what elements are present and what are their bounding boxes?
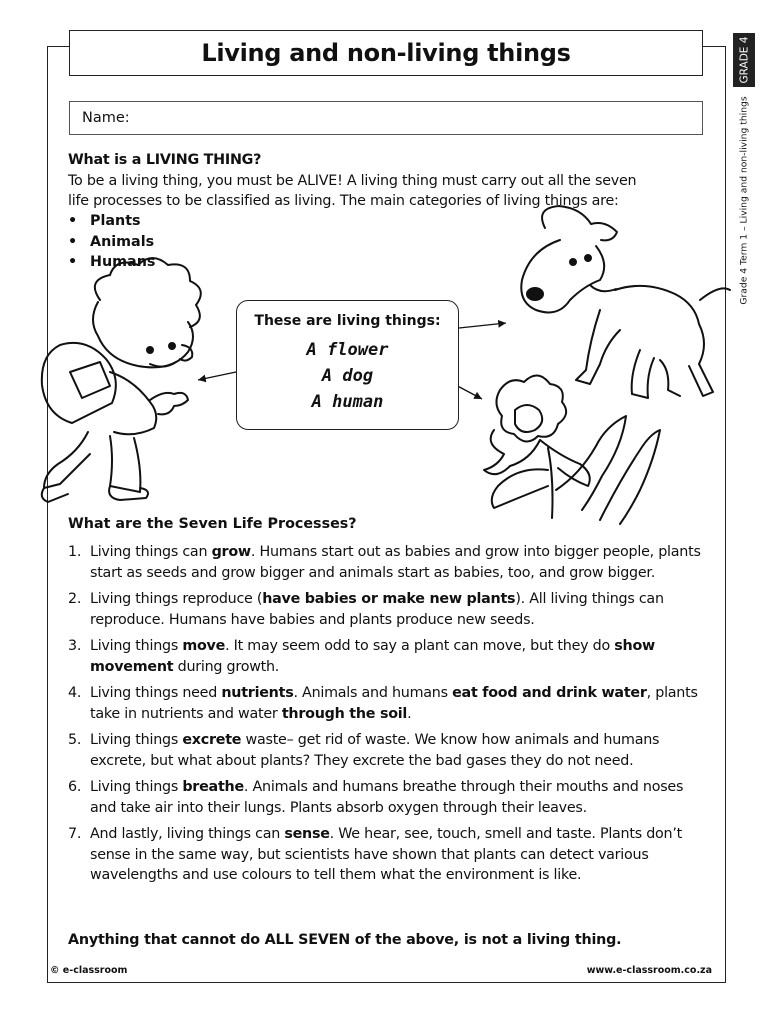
boy-icon bbox=[42, 258, 201, 502]
living-things-callout bbox=[236, 300, 459, 430]
grade-label: GRADE 4 bbox=[738, 36, 750, 84]
process-item bbox=[68, 542, 710, 583]
process-item bbox=[68, 636, 710, 677]
category-item: • Animals bbox=[68, 232, 155, 253]
processes-list bbox=[68, 542, 710, 892]
flower-icon bbox=[484, 375, 660, 524]
intro-line-2: life processes to be classified as living. The main categories of living things are: bbox=[68, 193, 619, 209]
process-number: 2. bbox=[68, 591, 82, 607]
process-number: 5. bbox=[68, 732, 82, 748]
callout-item: A dog bbox=[321, 366, 374, 386]
process-item bbox=[68, 824, 710, 886]
process-number: 7. bbox=[68, 826, 82, 842]
category-item: • Plants bbox=[68, 211, 155, 232]
callout-item: A flower bbox=[306, 340, 389, 360]
process-number: 4. bbox=[68, 685, 82, 701]
intro-line-1: To be a living thing, you must be ALIVE! A living thing must carry out all the seven bbox=[68, 172, 637, 189]
callout-item: A human bbox=[311, 392, 384, 412]
process-text: And lastly, living things can sense. We hear, see, touch, smell and taste. Plants don’t sense in the same way, but scientists have shown that plants can detect various wavelengths and use colours to tell them what the environment is like. bbox=[90, 826, 682, 883]
processes-heading: What are the Seven Life Processes? bbox=[68, 516, 357, 532]
intro-heading: What is a LIVING THING? bbox=[68, 152, 262, 168]
category-item: • Humans bbox=[68, 252, 155, 273]
name-label: Name: bbox=[82, 110, 130, 126]
callout-heading: These are living things: bbox=[254, 313, 441, 329]
process-text: Living things need nutrients. Animals and humans eat food and drink water, plants take in nutrients and water through the soil. bbox=[90, 685, 698, 722]
arrow-to-dog bbox=[459, 323, 506, 328]
page-title: Living and non-living things bbox=[201, 39, 571, 67]
process-number: 1. bbox=[68, 544, 82, 560]
conclusion: Anything that cannot do ALL SEVEN of the above, is not a living thing. bbox=[68, 932, 622, 948]
process-item bbox=[68, 683, 710, 724]
process-item bbox=[68, 730, 710, 771]
process-item bbox=[68, 777, 710, 818]
process-text: Living things can grow. Humans start out as babies and grow into bigger people, plants start as seeds and grow bigger and animals start as babies, too, and grow bigger. bbox=[90, 544, 701, 581]
process-text: Living things excrete waste– get rid of waste. We know how animals and humans excrete, but what about plants? They excrete the bad gases they do not need. bbox=[90, 732, 660, 769]
dog-icon bbox=[521, 206, 730, 398]
arrow-to-human bbox=[198, 372, 236, 380]
process-text: Living things reproduce (have babies or make new plants). All living things can reproduce. Humans have babies and plants produce new seeds. bbox=[90, 591, 664, 628]
process-text: Living things move. It may seem odd to say a plant can move, but they do show movement during growth. bbox=[90, 638, 655, 675]
process-number: 6. bbox=[68, 779, 82, 795]
footer-url[interactable]: www.e-classroom.co.za bbox=[586, 965, 712, 976]
process-item bbox=[68, 589, 710, 630]
footer-copyright: © e-classroom bbox=[50, 965, 128, 976]
process-text: Living things breathe. Animals and humans breathe through their mouths and noses and take air into their lungs. Plants absorb oxygen through their leaves. bbox=[90, 779, 684, 816]
process-number: 3. bbox=[68, 638, 82, 654]
side-info-label: Grade 4 Term 1 – Living and non-living things bbox=[738, 95, 750, 305]
